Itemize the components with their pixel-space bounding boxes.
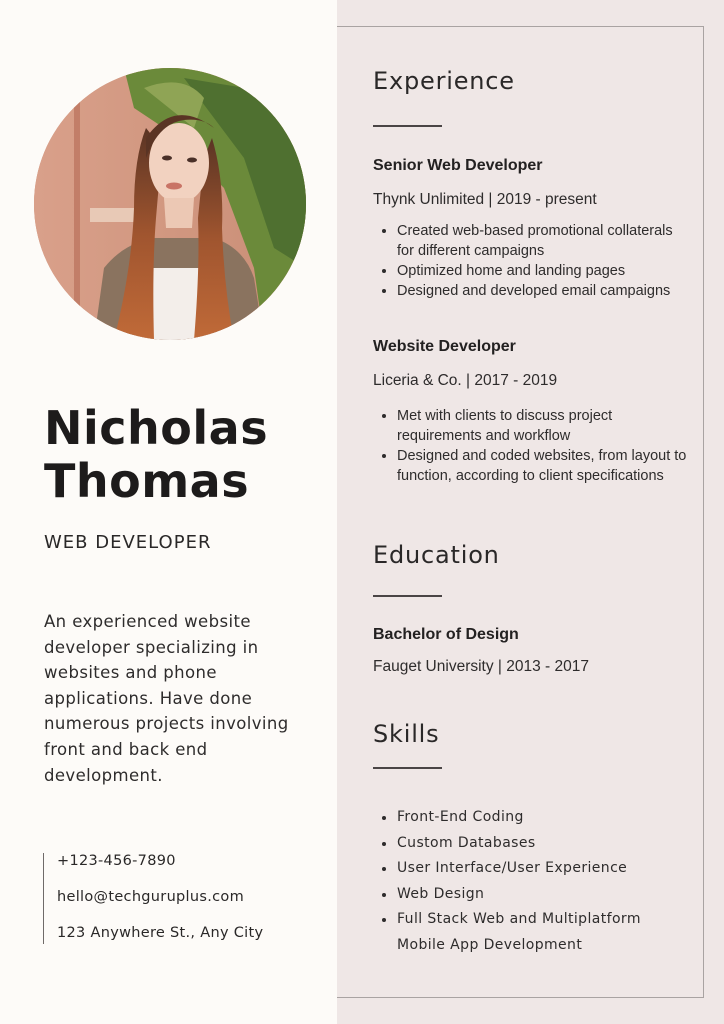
experience-divider bbox=[373, 125, 442, 127]
list-item: Web Design bbox=[380, 882, 680, 908]
job-2-role: Website Developer bbox=[373, 338, 516, 355]
education-divider bbox=[373, 595, 442, 597]
skills-divider bbox=[373, 767, 442, 769]
list-item: Created web-based promotional collaterals for different campaigns bbox=[380, 221, 690, 261]
job-2-bullets bbox=[380, 406, 690, 486]
list-item: Met with clients to discuss project requirements and workflow bbox=[380, 406, 690, 446]
list-item: User Interface/User Experience bbox=[380, 856, 680, 882]
list-item: Custom Databases bbox=[380, 831, 680, 857]
education-school-dates: Fauget University | 2013 - 2017 bbox=[373, 658, 589, 675]
list-item: Optimized home and landing pages bbox=[380, 261, 690, 281]
education-heading: Education bbox=[373, 541, 500, 569]
job-title: WEB DEVELOPER bbox=[44, 532, 212, 553]
contact-block bbox=[43, 853, 263, 944]
last-name: Thomas bbox=[44, 454, 250, 508]
profile-photo bbox=[34, 68, 306, 340]
job-1-bullets bbox=[380, 221, 690, 301]
first-name: Nicholas bbox=[44, 401, 269, 455]
contact-email: hello@techguruplus.com bbox=[57, 889, 245, 905]
list-item: Front-End Coding bbox=[380, 805, 680, 831]
portrait-image bbox=[34, 68, 306, 340]
contact-phone: +123-456-7890 bbox=[57, 853, 176, 869]
skills-list bbox=[380, 805, 680, 959]
list-item: Designed and developed email campaigns bbox=[380, 281, 690, 301]
list-item: Designed and coded websites, from layout to function, according to client specifications bbox=[380, 446, 690, 486]
contact-address: 123 Anywhere St., Any City bbox=[57, 925, 264, 941]
job-2-company-dates: Liceria & Co. | 2017 - 2019 bbox=[373, 372, 558, 389]
experience-heading: Experience bbox=[373, 67, 515, 95]
skills-heading: Skills bbox=[373, 720, 440, 748]
list-item: Full Stack Web and Multiplatform Mobile App Development bbox=[380, 907, 680, 958]
job-1-company-dates: Thynk Unlimited | 2019 - present bbox=[373, 191, 597, 208]
job-1-role: Senior Web Developer bbox=[373, 157, 543, 174]
profile-summary: An experienced website developer specializing in websites and phone applications. Have done numerous projects involving front and back end development. bbox=[44, 612, 289, 785]
education-degree: Bachelor of Design bbox=[373, 626, 519, 643]
candidate-name bbox=[44, 402, 268, 508]
